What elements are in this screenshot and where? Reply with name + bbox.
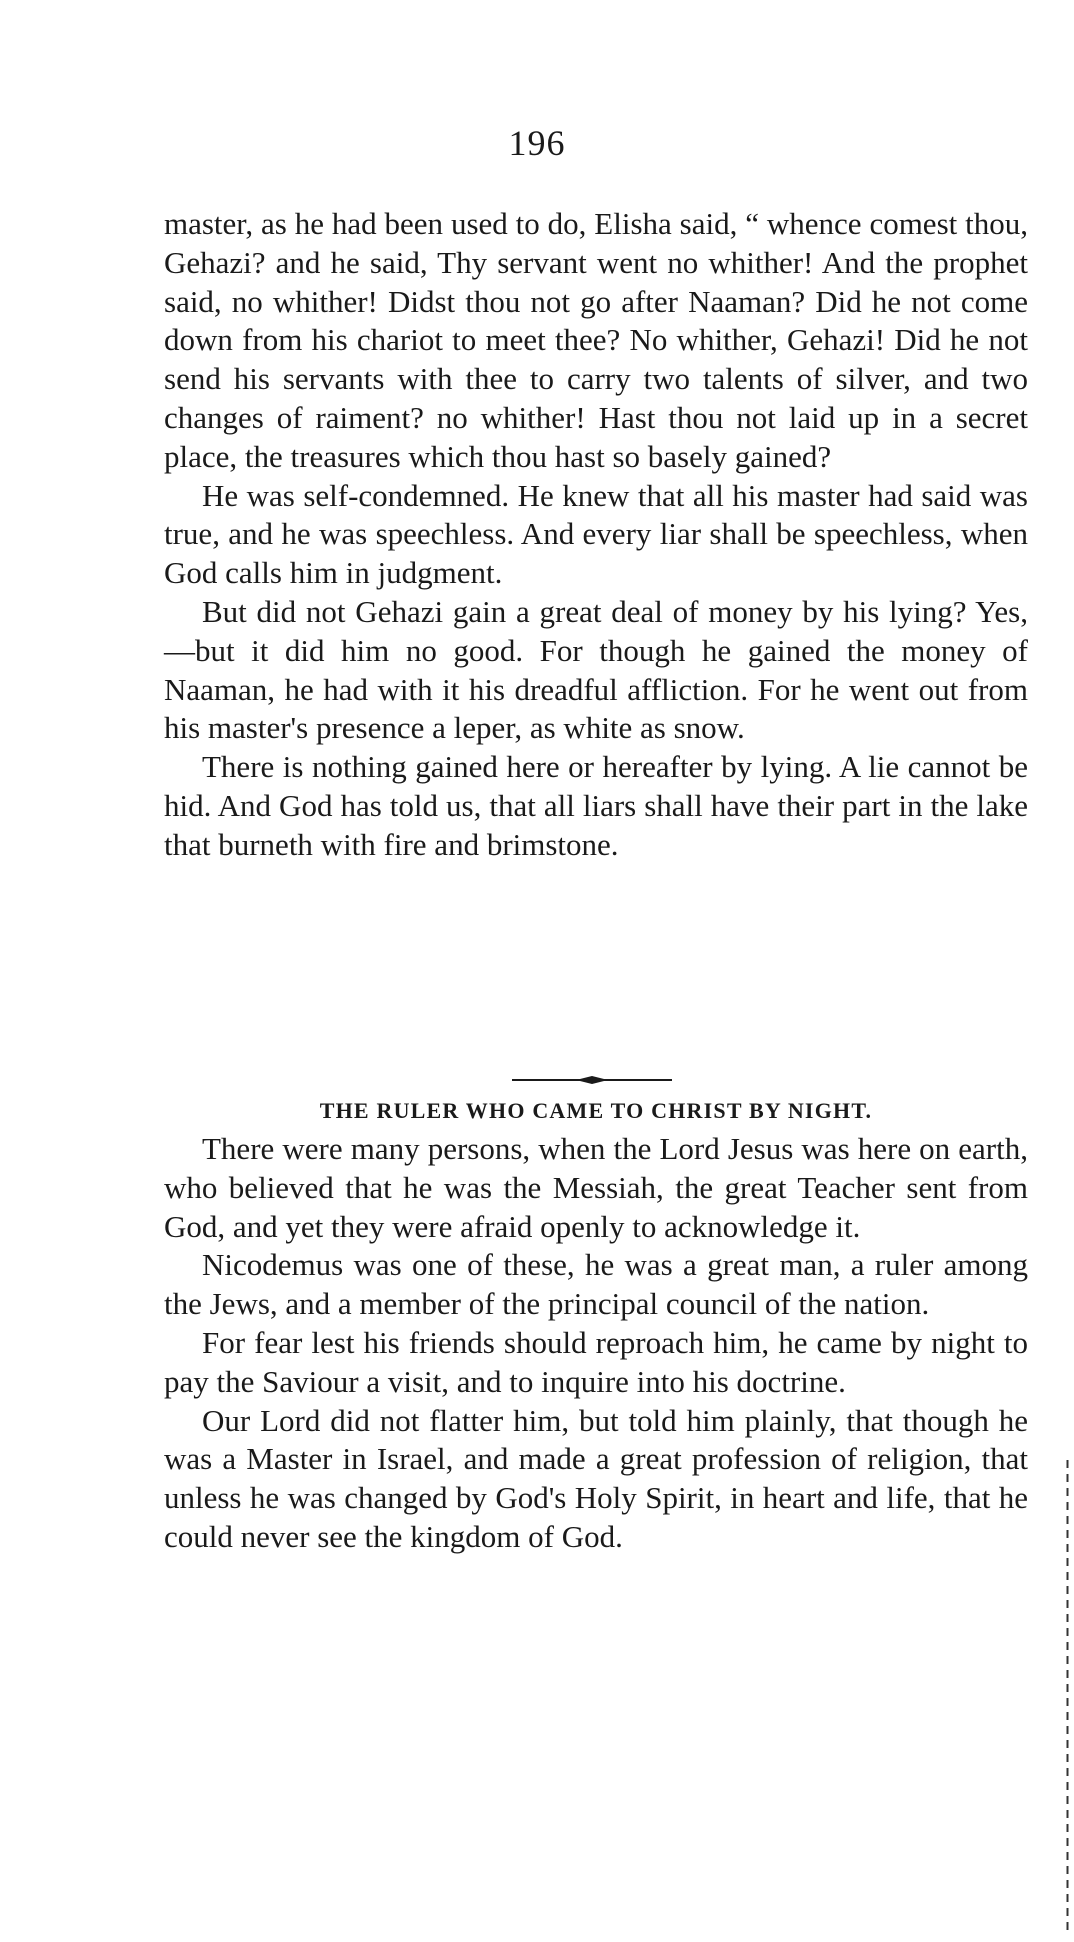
paragraph: There is nothing gained here or hereafter by lying. A lie cannot be hid. And God has told us, that all liars shall have their part in the lake that burneth with fire and brimstone. xyxy=(164,749,1028,862)
paragraph: Nicodemus was one of these, he was a great man, a ruler among the Jews, and a member of the principal council of the nation. xyxy=(164,1247,1028,1322)
section-heading: THE RULER WHO CAME TO CHRIST BY NIGHT. xyxy=(319,1098,873,1123)
page-number: 196 xyxy=(508,123,566,163)
body-text-after xyxy=(164,1130,1028,1557)
paragraph: master, as he had been used to do, Elisha said, “ whence comest thou, Gehazi? and he said, Thy servant went no whither! And the prophet said, no whither! Didst thou not go after Naaman? Did he not come down from his chariot to meet thee? No whither, Gehazi! Did he not send his servants with thee to carry two talents of silver, and two changes of raiment? no whither! Hast thou not laid up in a secret place, the treasures which thou hast so basely gained? xyxy=(164,206,1028,474)
page-edge-shadow xyxy=(1066,1460,1069,1930)
section-divider-ornament xyxy=(512,1075,672,1085)
paragraph: For fear lest his friends should reproach him, he came by night to pay the Saviour a visit, and to inquire into his doctrine. xyxy=(164,1324,1028,1399)
paragraph: Our Lord did not flatter him, but told him plainly, that though he was a Master in Israel, and made a great profession of religion, that unless he was changed by God's Holy Spirit, in heart and life, that he could never see the kingdom of God. xyxy=(164,1402,1028,1554)
body-text-before xyxy=(164,205,1028,865)
paragraph: But did not Gehazi gain a great deal of money by his lying? Yes,—but it did him no good. For though he gained the money of Naaman, he had with it his dreadful affliction. For he went out from his master's presence a leper, as white as snow. xyxy=(164,593,1028,746)
paragraph: There were many persons, when the Lord Jesus was here on earth, who believed that he was the Messiah, the great Teacher sent from God, and yet they were afraid openly to acknowledge it. xyxy=(164,1131,1028,1244)
paragraph: He was self-condemned. He knew that all his master had said was true, and he was speechless. And every liar shall be speechless, when God calls him in judgment. xyxy=(164,477,1028,591)
